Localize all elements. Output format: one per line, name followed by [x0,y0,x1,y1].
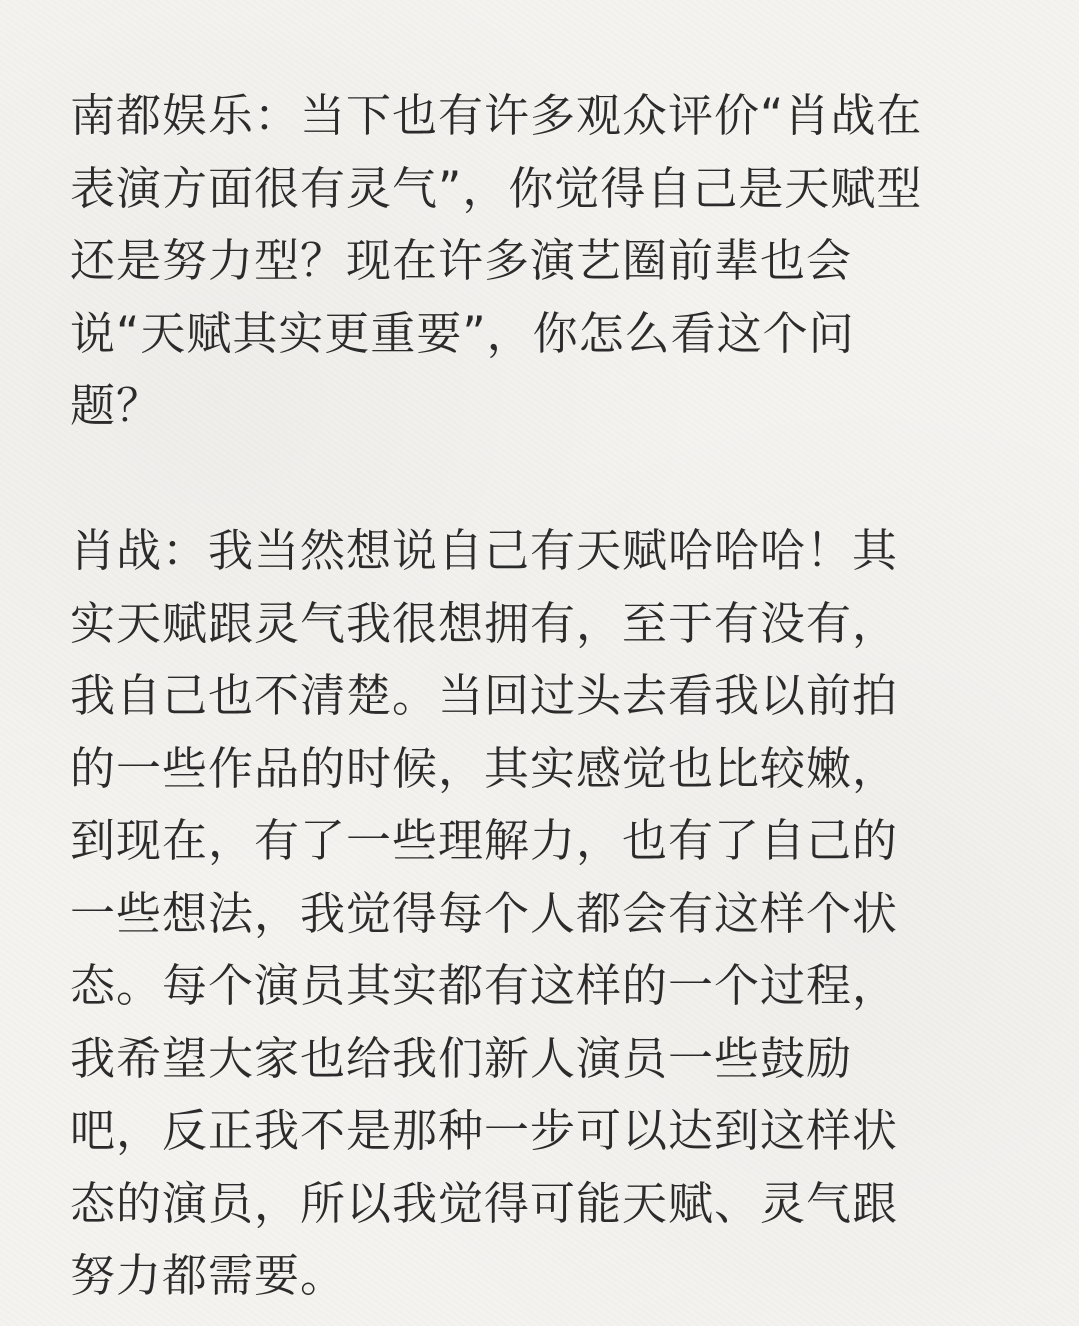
answer-line: 一些想法，我觉得每个人都会有这样个状 [70,886,899,940]
question-paragraph [70,80,1000,443]
answer-line: 态。每个演员其实都有这样的一个过程， [70,959,899,1012]
answer-line: 我希望大家也给我们新人演员一些鼓励 [70,1031,853,1085]
interview-text [70,80,1000,1313]
paragraph-gap [70,443,1000,516]
answer-paragraph [70,515,1000,1313]
answer-line: 到现在，有了一些理解力，也有了自己的 [70,814,899,867]
answer-line: 我自己也不清楚。当回过头去看我以前拍 [70,669,899,722]
answer-line: 实天赋跟灵气我很想拥有，至于有没有， [70,596,899,650]
question-line: 南都娱乐：当下也有许多观众评价“肖战在 [70,89,923,142]
question-line: 还是努力型？现在许多演艺圈前辈也会 [70,234,853,287]
answer-line: 吧，反正我不是那种一步可以达到这样状 [70,1104,899,1157]
question-line: 表演方面很有灵气”，你觉得自己是天赋型 [70,161,923,215]
question-line: 题？ [70,379,163,432]
answer-line: 努力都需要。 [70,1249,347,1302]
answer-line: 肖战：我当然想说自己有天赋哈哈哈！其 [70,524,899,577]
question-line: 说“天赋其实更重要”，你怎么看这个问 [70,306,855,360]
answer-line: 的一些作品的时候，其实感觉也比较嫩， [70,741,899,795]
answer-line: 态的演员，所以我觉得可能天赋、灵气跟 [70,1176,899,1230]
